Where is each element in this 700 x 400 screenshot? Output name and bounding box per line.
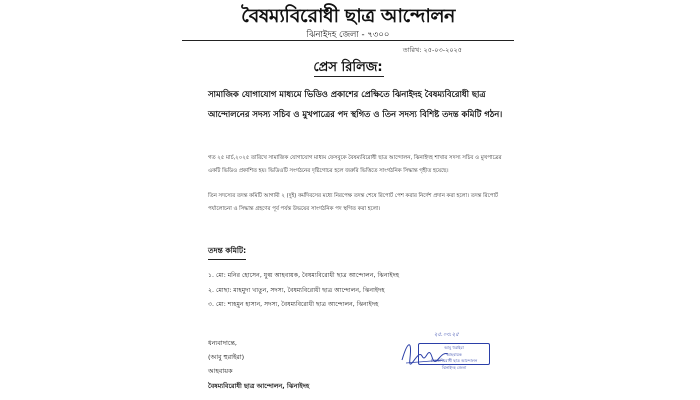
official-stamp bbox=[418, 343, 490, 370]
closing-thanks: ধন্যবাদান্তে, bbox=[208, 339, 237, 347]
committee-member-3: ৩. মো: শাহমুন হাসান, সদস্য, বৈষম্যবিরোধী ছাত্র আন্দোলন, ঝিনাইদহ bbox=[208, 301, 379, 308]
document-date: তারিখ: ২৫-০৩-২০২৫ bbox=[402, 46, 462, 54]
letterhead-org-name: বৈষম্যবিরোধী ছাত্র আন্দোলন bbox=[241, 5, 455, 27]
signatory-org: বৈষম্যবিরোধী ছাত্র আন্দোলন, ঝিনাইদহ bbox=[208, 382, 310, 390]
letterhead-address: ঝিনাইদহ জেলা - ৭৩০০ bbox=[306, 30, 390, 40]
title-underline bbox=[314, 76, 384, 77]
committee-title: তদন্ত কমিটি: bbox=[208, 246, 246, 260]
committee-member-2: ২. মোছা: মাহমুদা খাতুন, সদস্য, বৈষম্যবিরোধী ছাত্র আন্দোলন, ঝিনাইদহ bbox=[208, 287, 385, 294]
letterhead-divider bbox=[182, 40, 514, 41]
body-paragraph-1: গত ২৫ মার্চ,২০২৫ তারিখে সামাজিক যোগাযোগ মাধ্যম ফেসবুকে বৈষম্যবিরোধী ছাত্র আন্দোলন, ঝিনাইদহ শাখার সদস্য সচিব ও মুখপাত্রের একটি ভিডিও প্রকাশিত হয়। ভিডিওটি সংগঠনের দৃষ্টিগোচর হলে জরুরি ভিত্তিতে সাংগঠনিক সিদ্ধান্ত গৃহীত হয়েছে। bbox=[208, 155, 502, 174]
headline: সামাজিক যোগাযোগ মাধ্যমে ভিডিও প্রকাশের প্রেক্ষিতে ঝিনাইদহ বৈষম্যবিরোধী ছাত্র আন্দোলনের সদস্য সচিব ও মুখপাত্রের পদ স্থগিত ও তিন সদস্য বিশিষ্ট তদন্ত কমিটি গঠন। bbox=[208, 89, 503, 119]
press-release-title: প্রেস রিলিজ: bbox=[313, 60, 383, 75]
signatory-role: আহবায়ক bbox=[208, 367, 233, 375]
stamp-line-2: আহবায়ক bbox=[446, 351, 462, 357]
body-paragraph-2: তিন সদস্যের তদন্ত কমিটি আগামী ২ (দুই) কর্মদিবসের মধ্যে নিরপেক্ষ তদন্ত শেষে রিপোর্ট পেশ করার নির্দেশ প্রদান করা হলো। তদন্ত রিপোর্ট পর্যালোচনা ও সিদ্ধান্ত গ্রহণের পূর্ব পর্যন্ত উভয়ের সাংগঠনিক পদ স্থগিত করা হলো। bbox=[208, 193, 498, 212]
stamp-line-1: আবু হুরাইরা bbox=[444, 345, 464, 350]
stamp-line-3: বৈষম্যবিরোধী ছাত্র আন্দোলন bbox=[430, 358, 478, 363]
stamp-line-4: ঝিনাইদহ জেলা bbox=[441, 364, 467, 370]
press-release-document bbox=[172, 0, 524, 400]
committee-member-1: ১. মো: মনির হোসেন, যুগ্ম আহবায়ক, বৈষম্যবিরোধী ছাত্র আন্দোলন, ঝিনাইদহ bbox=[208, 272, 400, 279]
signature-date: ২৫.০৩.২৫ bbox=[434, 332, 459, 338]
signatory-name: (আবু হুরাইরা) bbox=[208, 353, 245, 361]
